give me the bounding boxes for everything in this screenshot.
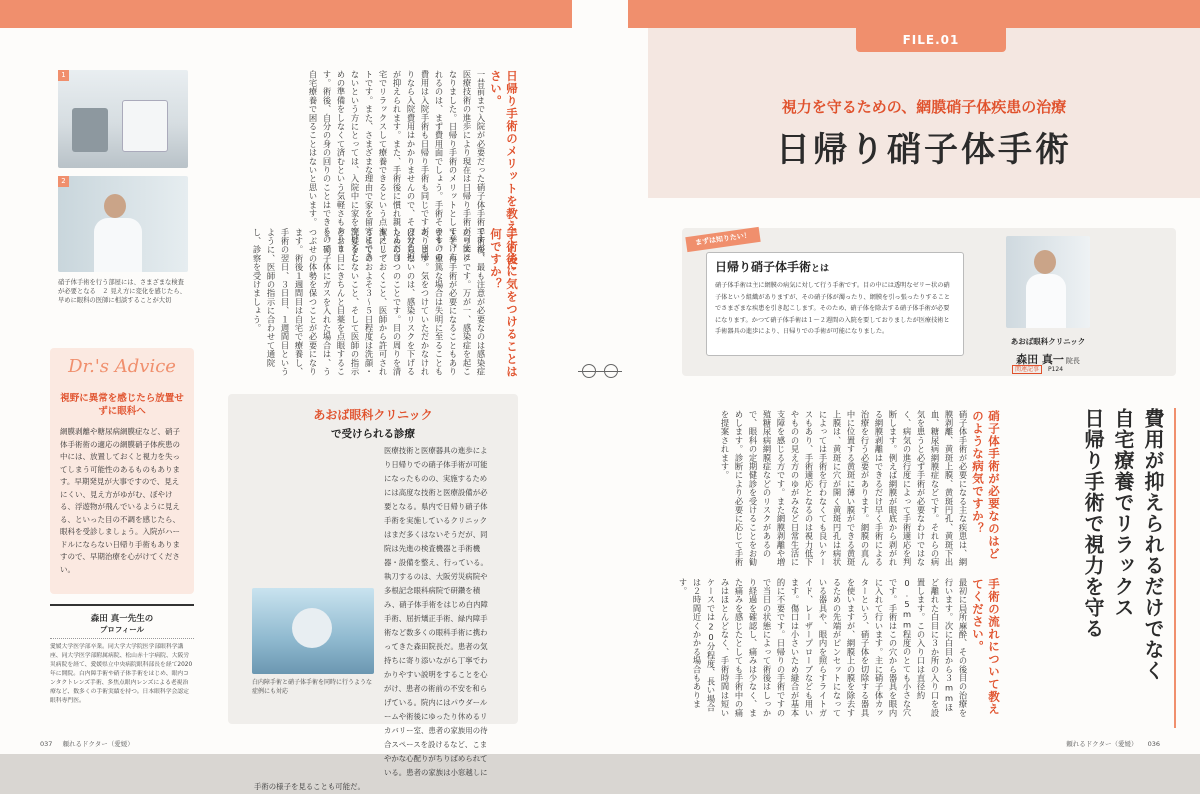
section-body: 手術後、最も注意が必要なのは感染症のリスクです。万が一、感染症を起こすと、再手術が必要になることもあります。重篤な場合は失明に至ることもあります。気をつけていただかなければならないのは、感染リスクを下げるための３つのことです。目の周りを清潔にしておくこと、医師から許可されるまでのおよそ３〜５日程度は洗顔・洗髪をしないこと、そして医師の指示どおり目にきちんと目薬を点眼すること。硝子体にガスを入れた場合は、うつぶせの体勢を保つことが必要になります。術後１週間目は自宅で療養し、手術の翌日、３日目、１週間目というように、医師の指示に合わせて通院し、診察を受けましょう。 <box>252 228 486 376</box>
page-footer <box>40 739 134 748</box>
magazine-title: 頼れるドクター（愛媛） <box>1066 740 1138 748</box>
related-article[interactable] <box>1012 364 1092 373</box>
file-badge <box>856 28 1006 52</box>
page-number: 037 <box>40 740 53 748</box>
section-title: 手術の流れについて教えてください。 <box>971 578 1001 716</box>
intro-card <box>706 252 964 356</box>
left-page <box>0 0 572 791</box>
intro-body: 硝子体手術は主に網膜の病気に対して行う手術です。目の中には透明なゼリー状の硝子体という組織がありますが、その硝子体が濁ったり、網膜を引っ張ったりすることでさまざまな疾患を引き起こします。そのため、硝子体を除去する硝子体手術が必要になります。かつて硝子体手術は１〜２週間の入院を要しておりましたが医療技術と手術器具の進歩により、日帰りでの手術が可能になりました。 <box>715 282 951 335</box>
advice-body: 網膜剥離や糖尿病網膜症など、硝子体手術術の適応の網膜硝子体疾患の中には、放置しておくと視力を失ってしまう可能性のあるものもあります。早期発見が大事ですので、見えにくい、見え方がゆがむ、ぼやける、浮遊物が飛んでいるように見える、といった目の不調を感じたら、眼科を受診しましょう。入院がハードルにならない日帰り手術もありますので、早期治療を心がけてください。 <box>60 427 180 574</box>
clinic-body: 医療技術と医療器具の進歩により日帰りでの硝子体手術が可能になったものの、実施するためには高度な技術と医療設備が必要となる。県内で日帰り硝子体手術を実施しているクリニックはまだ多くはないそうだが、同院は先進の検査機器と手術機器・設備を整え、行っている。執刀するのは、大阪労災病院や多根記念眼科病院で研鑽を積み、硝子体手術をはじめ白内障手術、屈折矯正手術、緑内障手術など数多くの眼科手術に携わってきた森田院長だ。患者の気持ちに寄り添いながら丁寧でわかりやすい説明をすることを心がけ、患者の術前の不安を和らげている。院内にはパウダールームや術後にゆったり休めるリカバリー室、患者の家族用の待合スペースを設けるなど、こまやかな心配りがちりばめられている。患者の家族は小窓越しに手術の様子を見ることも可能だ。 <box>254 446 488 791</box>
section-aftercare <box>228 228 520 378</box>
top-accent-bar <box>628 0 1200 28</box>
file-label: FILE.01 <box>902 33 960 47</box>
section-title: 手術後に気をつけることは何ですか？ <box>489 228 519 378</box>
profile-box <box>50 604 194 722</box>
clinic-box <box>228 394 518 791</box>
photo-exam-room <box>58 70 188 168</box>
related-tag: 関連記事 <box>1012 365 1042 374</box>
advice-heading: 視野に異常を感じたら放置せずに眼科へ <box>60 393 184 417</box>
headline-line-1: 費用が抑えられるだけでなく <box>1141 408 1165 681</box>
intro-heading-suffix: とは <box>811 264 830 274</box>
headline-line-3: 日帰り手術で視力を守る <box>1081 408 1105 639</box>
doctor-name: 森田 真一 <box>1016 353 1064 366</box>
page-number: 036 <box>1147 740 1160 748</box>
headline <box>1064 408 1176 728</box>
section-title: 日帰り手術のメリットを教えてください。 <box>489 70 519 270</box>
article-title: 日帰り硝子体手術 <box>776 130 1072 170</box>
photo-number: 2 <box>58 176 69 187</box>
advice-title: Dr.'s Advice <box>68 356 176 377</box>
headline-line-2: 自宅療養でリラックス <box>1111 408 1135 618</box>
related-page: P124 <box>1047 366 1064 373</box>
page-gutter <box>572 0 628 754</box>
section-diseases <box>688 410 1002 570</box>
intro-tag: まずは知りたい！ <box>685 227 760 252</box>
section-body: 最初に局所麻酔、その後目の治療を行います。次に白目から３mmほど離れた白目に３か所の入り口を設置します。この入り口は直径約0.5mm程度のとても小さな穴です。手術はこの穴から器具を眼内に入れて行います。主に硝子体カッターという、硝子体を切除する器具を使いますが、網膜上の膜を除去するための先端がピンセットになっている器具や、眼内を照らすライトガイド、レーザープローブなども用います。傷口は小さいため縫合が基本的に不要です。日帰りの手術ですので当日の状態によって術後はしっかり経過を確認し、痛みは少なく、また痛みを感じたとしても手術中の痛みはほとんどなく、手術時間は短いケースでは20分程度、長い場合は２時間近くかかる場合もあります。 <box>678 578 968 718</box>
doctor-photo <box>1006 236 1090 328</box>
profile-body: 愛媛大学医学部卒業。同大学大学院医学部眼科学講座、同大学医学部附属病院、松山赤十字病院、大阪労災病院を経て、愛媛県立中央病院眼科部長を経て2020年に開院。白内障手術や硝子体手術をはじめ、眼内コンタクトレンズ手術、多焦点眼内レンズによる老視治療など、数多くの手術実績を持つ。日本眼科学会認定眼科専門医。 <box>50 644 193 704</box>
section-body: 一昔前まで入院が必要だった硝子体手術ですが、医療技術の進歩により現在は日帰り手術が可能になりました。日帰り手術のメリットとして挙げられるのは、まず費用面でしょう。手術そのものの費用は入院手術も日帰り手術も同じですが、日帰りなら入院費用はかかりませんので、その分負担が抑えられます。また、手術後に慣れ親しんだ自宅でリラックスして療養できるという点もメリットです。また、さまざまな理由で家を留守にできないという方にとっては、入院中に家を空けるための準備をしなくて済むという気軽さもあります。術後、自分の身の回りのことはできるので、自宅療養で困ることはないと思います。 <box>308 70 486 262</box>
section-procedure <box>678 578 1002 720</box>
right-page <box>628 0 1200 754</box>
photo-caption: 白内障手術と硝子体手術を同時に行うような症例にも対応 <box>252 679 373 695</box>
top-accent-bar <box>0 0 572 28</box>
magazine-title: 頼れるドクター（愛媛） <box>62 740 134 748</box>
article-subtitle: 視力を守るための、網膜硝子体疾患の治療 <box>781 98 1067 116</box>
profile-name: 森田 真一先生の <box>90 614 154 624</box>
photo-caption: 硝子体手術を行う部屋には、さまざまな検査が必要となる ２ 見え方に変化を感じたら、早めに眼科の医師に相談することが大切 <box>58 279 186 304</box>
doctor-role: 院長 <box>1065 357 1080 365</box>
header-band <box>648 28 1200 198</box>
photo-operating-room <box>252 588 374 674</box>
section-body: 硝子体手術が必要になる主な疾患は、網膜剥離、黄斑上膜、黄斑円孔、黄斑下出血、糖尿病網膜症などです。それらの病気を患うと必ず手術が必要なわけではなく、病気の進行度によって手術適応を判断します。例えば網膜が眼底から剥がれる網膜剥離はできるだけ早く手術による治療を行う必要があります。網膜の真ん中に位置する黄斑に薄い膜ができる黄斑上膜は、黄斑に穴が開く黄斑円孔は病状によっては手術を行わなくても良いケースもあり、手術適応となるのは視力低下やものの見え方のゆがみなど日常生活に支障を感じる方です。また網膜剥離や増殖糖尿病網膜症などのリスクがあるので、眼科の定期健診を受けることをお勧めします。診断により必要に応じて手術を提案されます。 <box>720 410 968 567</box>
page-footer <box>1066 739 1160 748</box>
clinic-subtitle: で受けられる診療 <box>331 428 415 440</box>
photo-doctor <box>58 176 188 272</box>
doctor-advice-box <box>50 348 194 594</box>
profile-subtitle: プロフィール <box>50 625 194 639</box>
intro-heading: 日帰り硝子体手術 <box>715 260 812 274</box>
clinic-name: あおば眼科クリニック <box>313 408 433 422</box>
doctor-clinic: あおば眼科クリニック <box>1010 337 1086 346</box>
photo-number: 1 <box>58 70 69 81</box>
section-title: 硝子体手術が必要なのはどのような病気ですか？ <box>971 410 1001 560</box>
